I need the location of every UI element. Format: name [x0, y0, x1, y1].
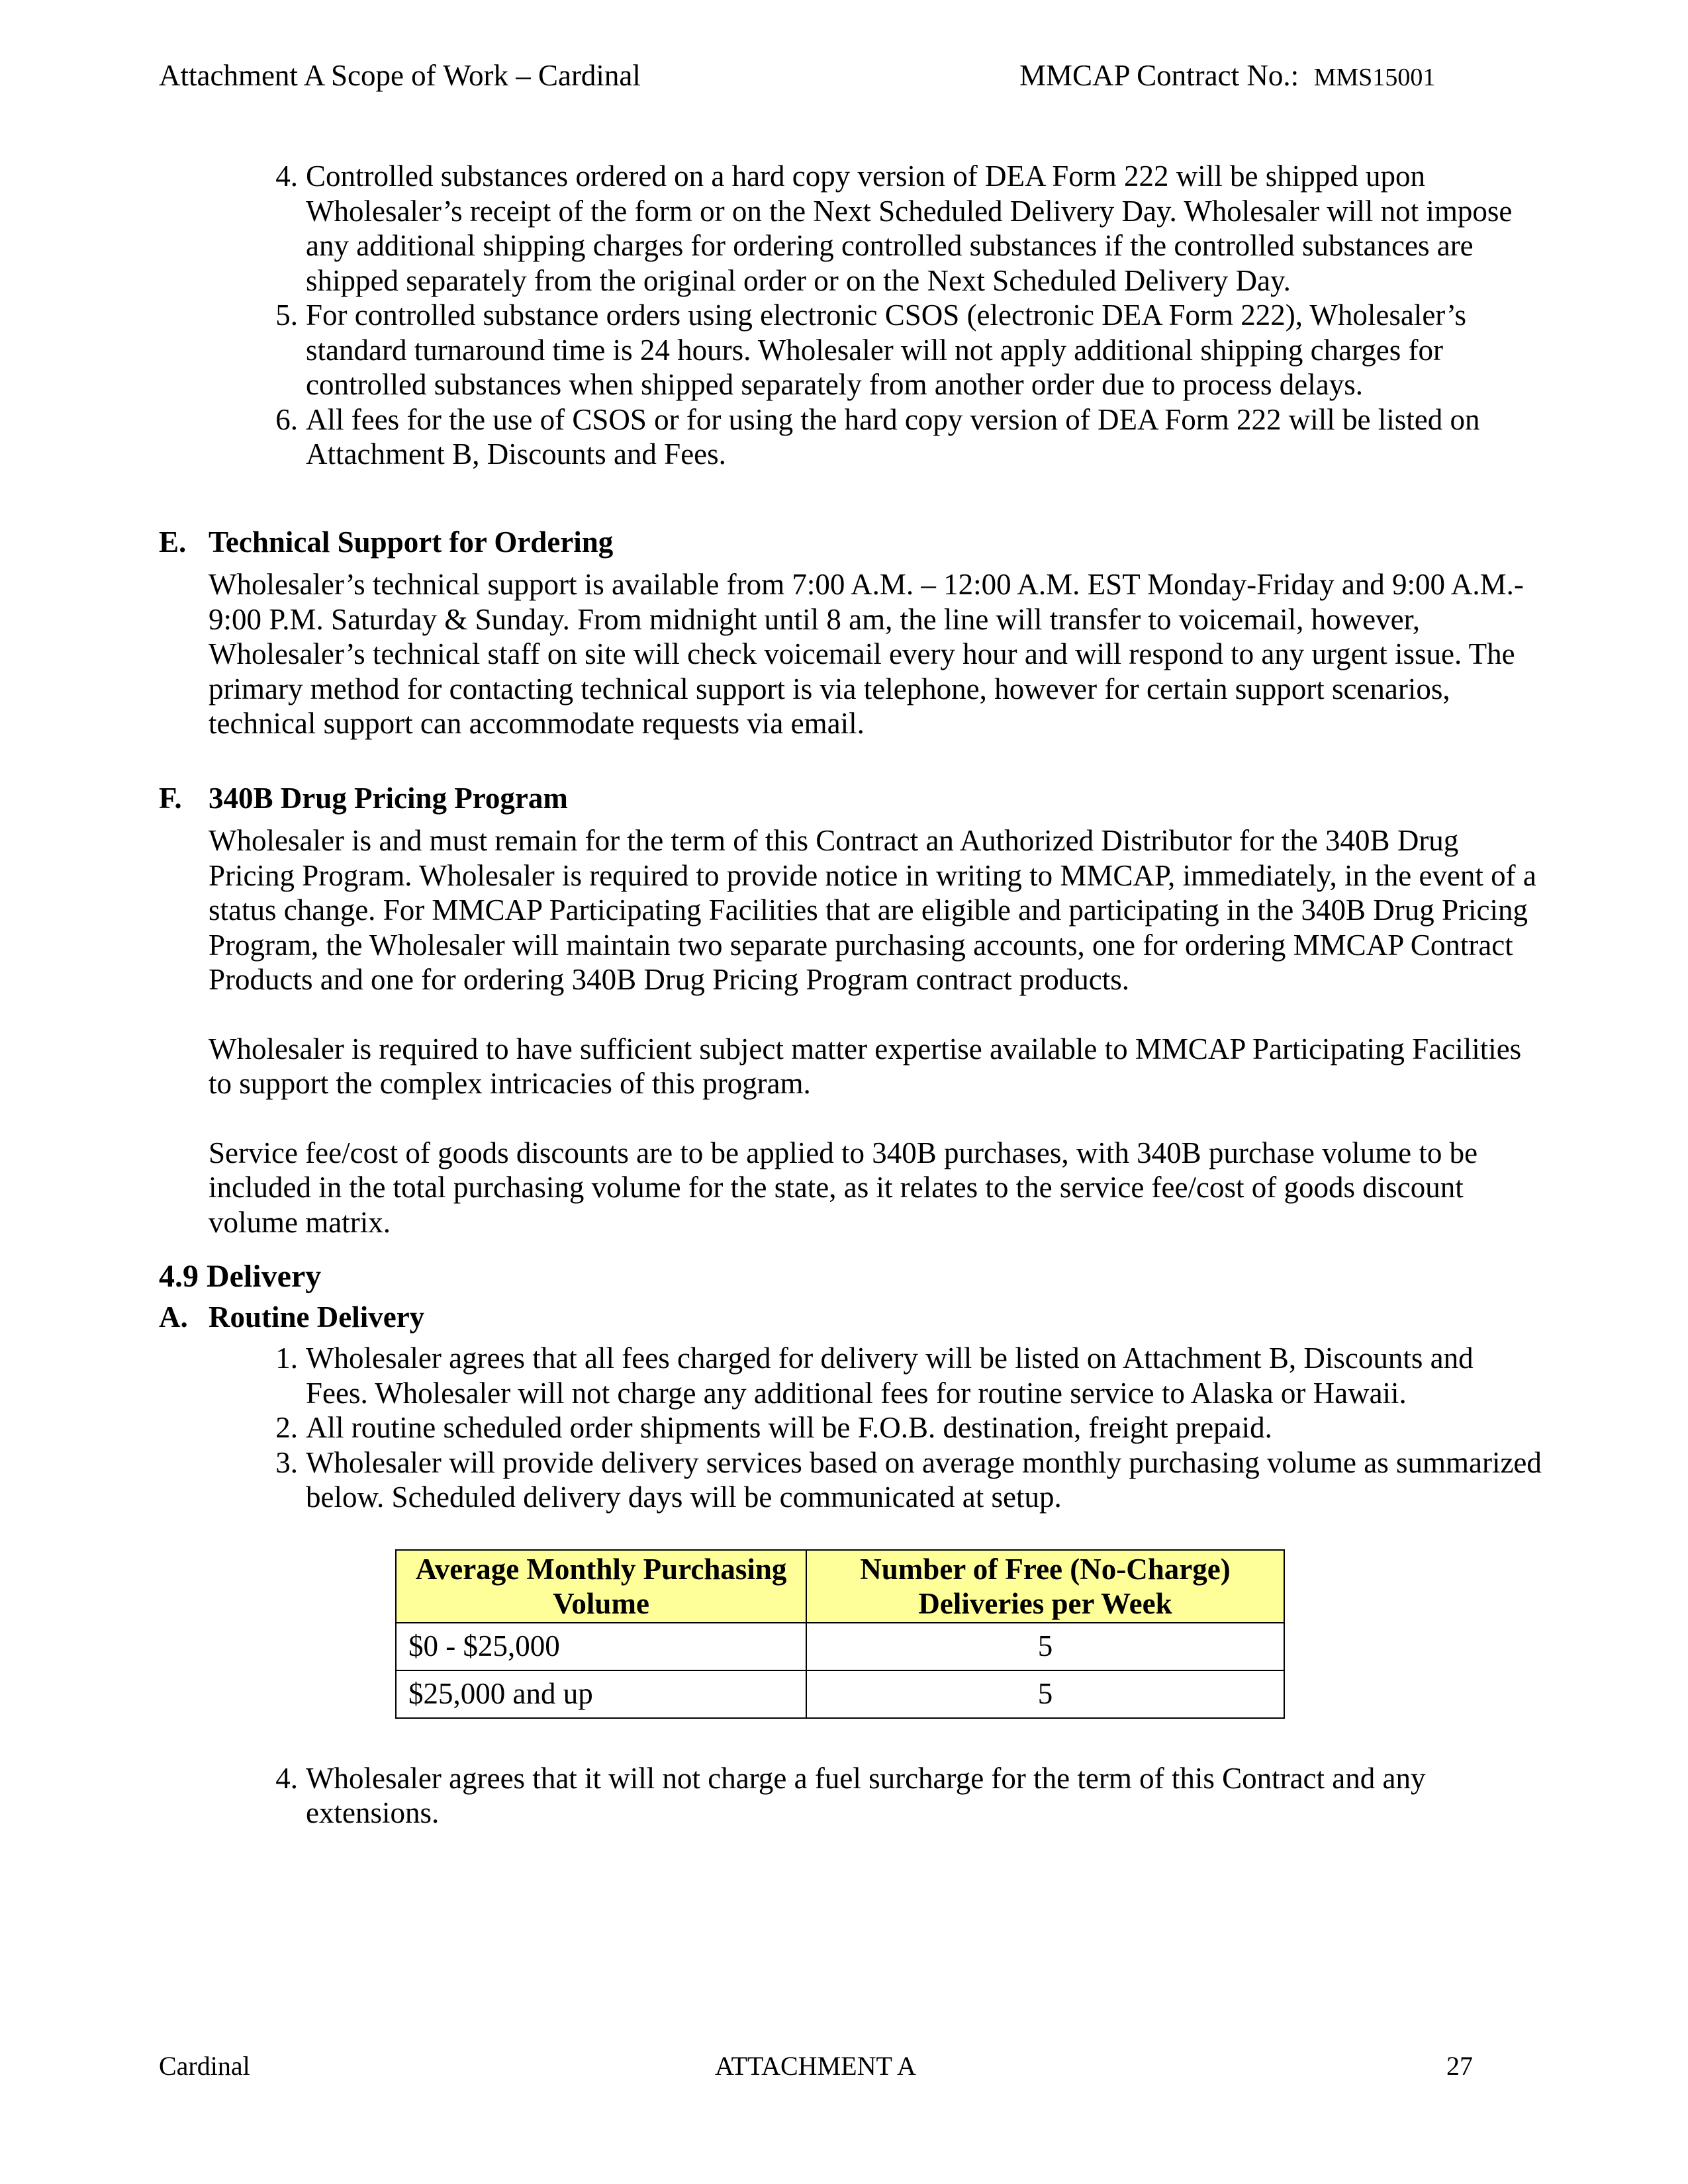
table-cell: $25,000 and up	[396, 1670, 806, 1718]
section-title: Routine Delivery	[209, 1300, 425, 1334]
list-number: 6.	[275, 402, 298, 436]
section-f-paragraph-1: Wholesaler is and must remain for the term of this Contract an Authorized Distributor for the 340B Drug Pricing Program. Wholesaler is required to provide notice in writing to MMCAP, immediately, in the event of a status change. For MMCAP Participating Facilities that are eligible and participating in the 340B Drug Pricing Program, the Wholesaler will maintain two separate purchasing accounts, one for ordering MMCAP Contract Products and one for ordering 340B Drug Pricing Program contract products.	[209, 824, 1536, 996]
controlled-substances-list	[159, 159, 1542, 472]
list-item	[159, 1445, 1542, 1515]
delivery-table	[395, 1549, 1285, 1719]
footer-left: Cardinal	[159, 2051, 250, 2081]
table-cell: 5	[806, 1670, 1284, 1718]
list-item	[159, 1341, 1542, 1410]
list-number: 3.	[275, 1445, 298, 1479]
page-content	[159, 159, 1542, 1831]
list-text: Wholesaler agrees that it will not charge a fuel surcharge for the term of this Contract and any extensions.	[306, 1761, 1426, 1829]
section-e-body: Wholesaler’s technical support is available from 7:00 A.M. – 12:00 A.M. EST Monday-Friday and 9:00 A.M.- 9:00 P.M. Saturday & Sunday. From midnight until 8 am, the line will transfer to voicemail, however, Wholesaler’s technical staff on site will check voicemail every hour and will respond to any urgent issue. The primary method for contacting technical support is via telephone, however for certain support scenarios, technical support can accommodate requests via email.	[209, 568, 1524, 740]
table-header-cell: Number of Free (No-Charge) Deliveries per Week	[806, 1550, 1284, 1623]
list-text: For controlled substance orders using electronic CSOS (electronic DEA Form 222), Wholesaler’s standard turnaround time is 24 hours. Wholesaler will not apply additional shipping charges for controlled substances when shipped separately from another order due to process delays.	[306, 298, 1466, 401]
table-row	[396, 1623, 1284, 1670]
routine-delivery-heading	[159, 1300, 1542, 1335]
section-f-paragraph-3: Service fee/cost of goods discounts are to be applied to 340B purchases, with 340B purchase volume to be included in the total purchasing volume for the state, as it relates to the service fee/cost of goods discount volume matrix.	[209, 1136, 1478, 1239]
list-item	[159, 402, 1542, 472]
section-f-heading	[159, 781, 1542, 816]
list-text: All fees for the use of CSOS or for using the hard copy version of DEA Form 222 will be listed on Attachment B, Discounts and Fees.	[306, 402, 1480, 471]
header-contract	[1019, 58, 1435, 93]
table-header-row	[396, 1550, 1284, 1623]
table-cell: $0 - $25,000	[396, 1623, 806, 1670]
footer-center: ATTACHMENT A	[715, 2051, 916, 2081]
section-letter: F.	[159, 781, 182, 815]
list-number: 2.	[275, 1411, 298, 1444]
section-title: 340B Drug Pricing Program	[209, 781, 568, 815]
contract-number: MMS15001	[1313, 64, 1436, 91]
routine-delivery-list-continued	[159, 1761, 1542, 1831]
table-row	[396, 1670, 1284, 1718]
list-item	[159, 298, 1542, 402]
section-e-heading	[159, 525, 1542, 560]
list-text: Controlled substances ordered on a hard copy version of DEA Form 222 will be shipped upon Wholesaler’s receipt of the form or on the Next Scheduled Delivery Day. Wholesaler will not impose any additional shipping charges for ordering controlled substances if the controlled substances are shipped separately from the original order or on the Next Scheduled Delivery Day.	[306, 159, 1513, 297]
list-number: 5.	[275, 298, 298, 332]
table-cell: 5	[806, 1623, 1284, 1670]
list-text: Wholesaler agrees that all fees charged for delivery will be listed on Attachment B, Discounts and Fees. Wholesaler will not charge any additional fees for routine service to Alaska or Hawaii.	[306, 1342, 1474, 1410]
section-f-paragraph-2: Wholesaler is required to have sufficient subject matter expertise available to MMCAP Participating Facilities to support the complex intricacies of this program.	[209, 1032, 1522, 1100]
list-text: All routine scheduled order shipments will be F.O.B. destination, freight prepaid.	[306, 1411, 1272, 1444]
page-header	[159, 58, 1688, 98]
section-49-heading: 4.9 Delivery	[159, 1259, 322, 1294]
list-number: 4.	[275, 159, 298, 193]
list-text: Wholesaler will provide delivery services based on average monthly purchasing volume as summarized below. Scheduled delivery days will be communicated at setup.	[306, 1445, 1542, 1514]
contract-label: MMCAP Contract No.:	[1019, 59, 1299, 92]
header-title: Attachment A Scope of Work – Cardinal	[159, 59, 641, 92]
list-item	[159, 1410, 1542, 1445]
section-letter: E.	[159, 525, 187, 559]
list-number: 4.	[275, 1761, 298, 1795]
list-item	[159, 159, 1542, 298]
section-letter: A.	[159, 1300, 188, 1334]
table-header-cell: Average Monthly Purchasing Volume	[396, 1550, 806, 1623]
list-item	[159, 1761, 1542, 1831]
page-number: 27	[1446, 2051, 1473, 2081]
routine-delivery-list	[159, 1341, 1542, 1515]
section-title: Technical Support for Ordering	[209, 525, 614, 559]
list-number: 1.	[275, 1342, 298, 1375]
